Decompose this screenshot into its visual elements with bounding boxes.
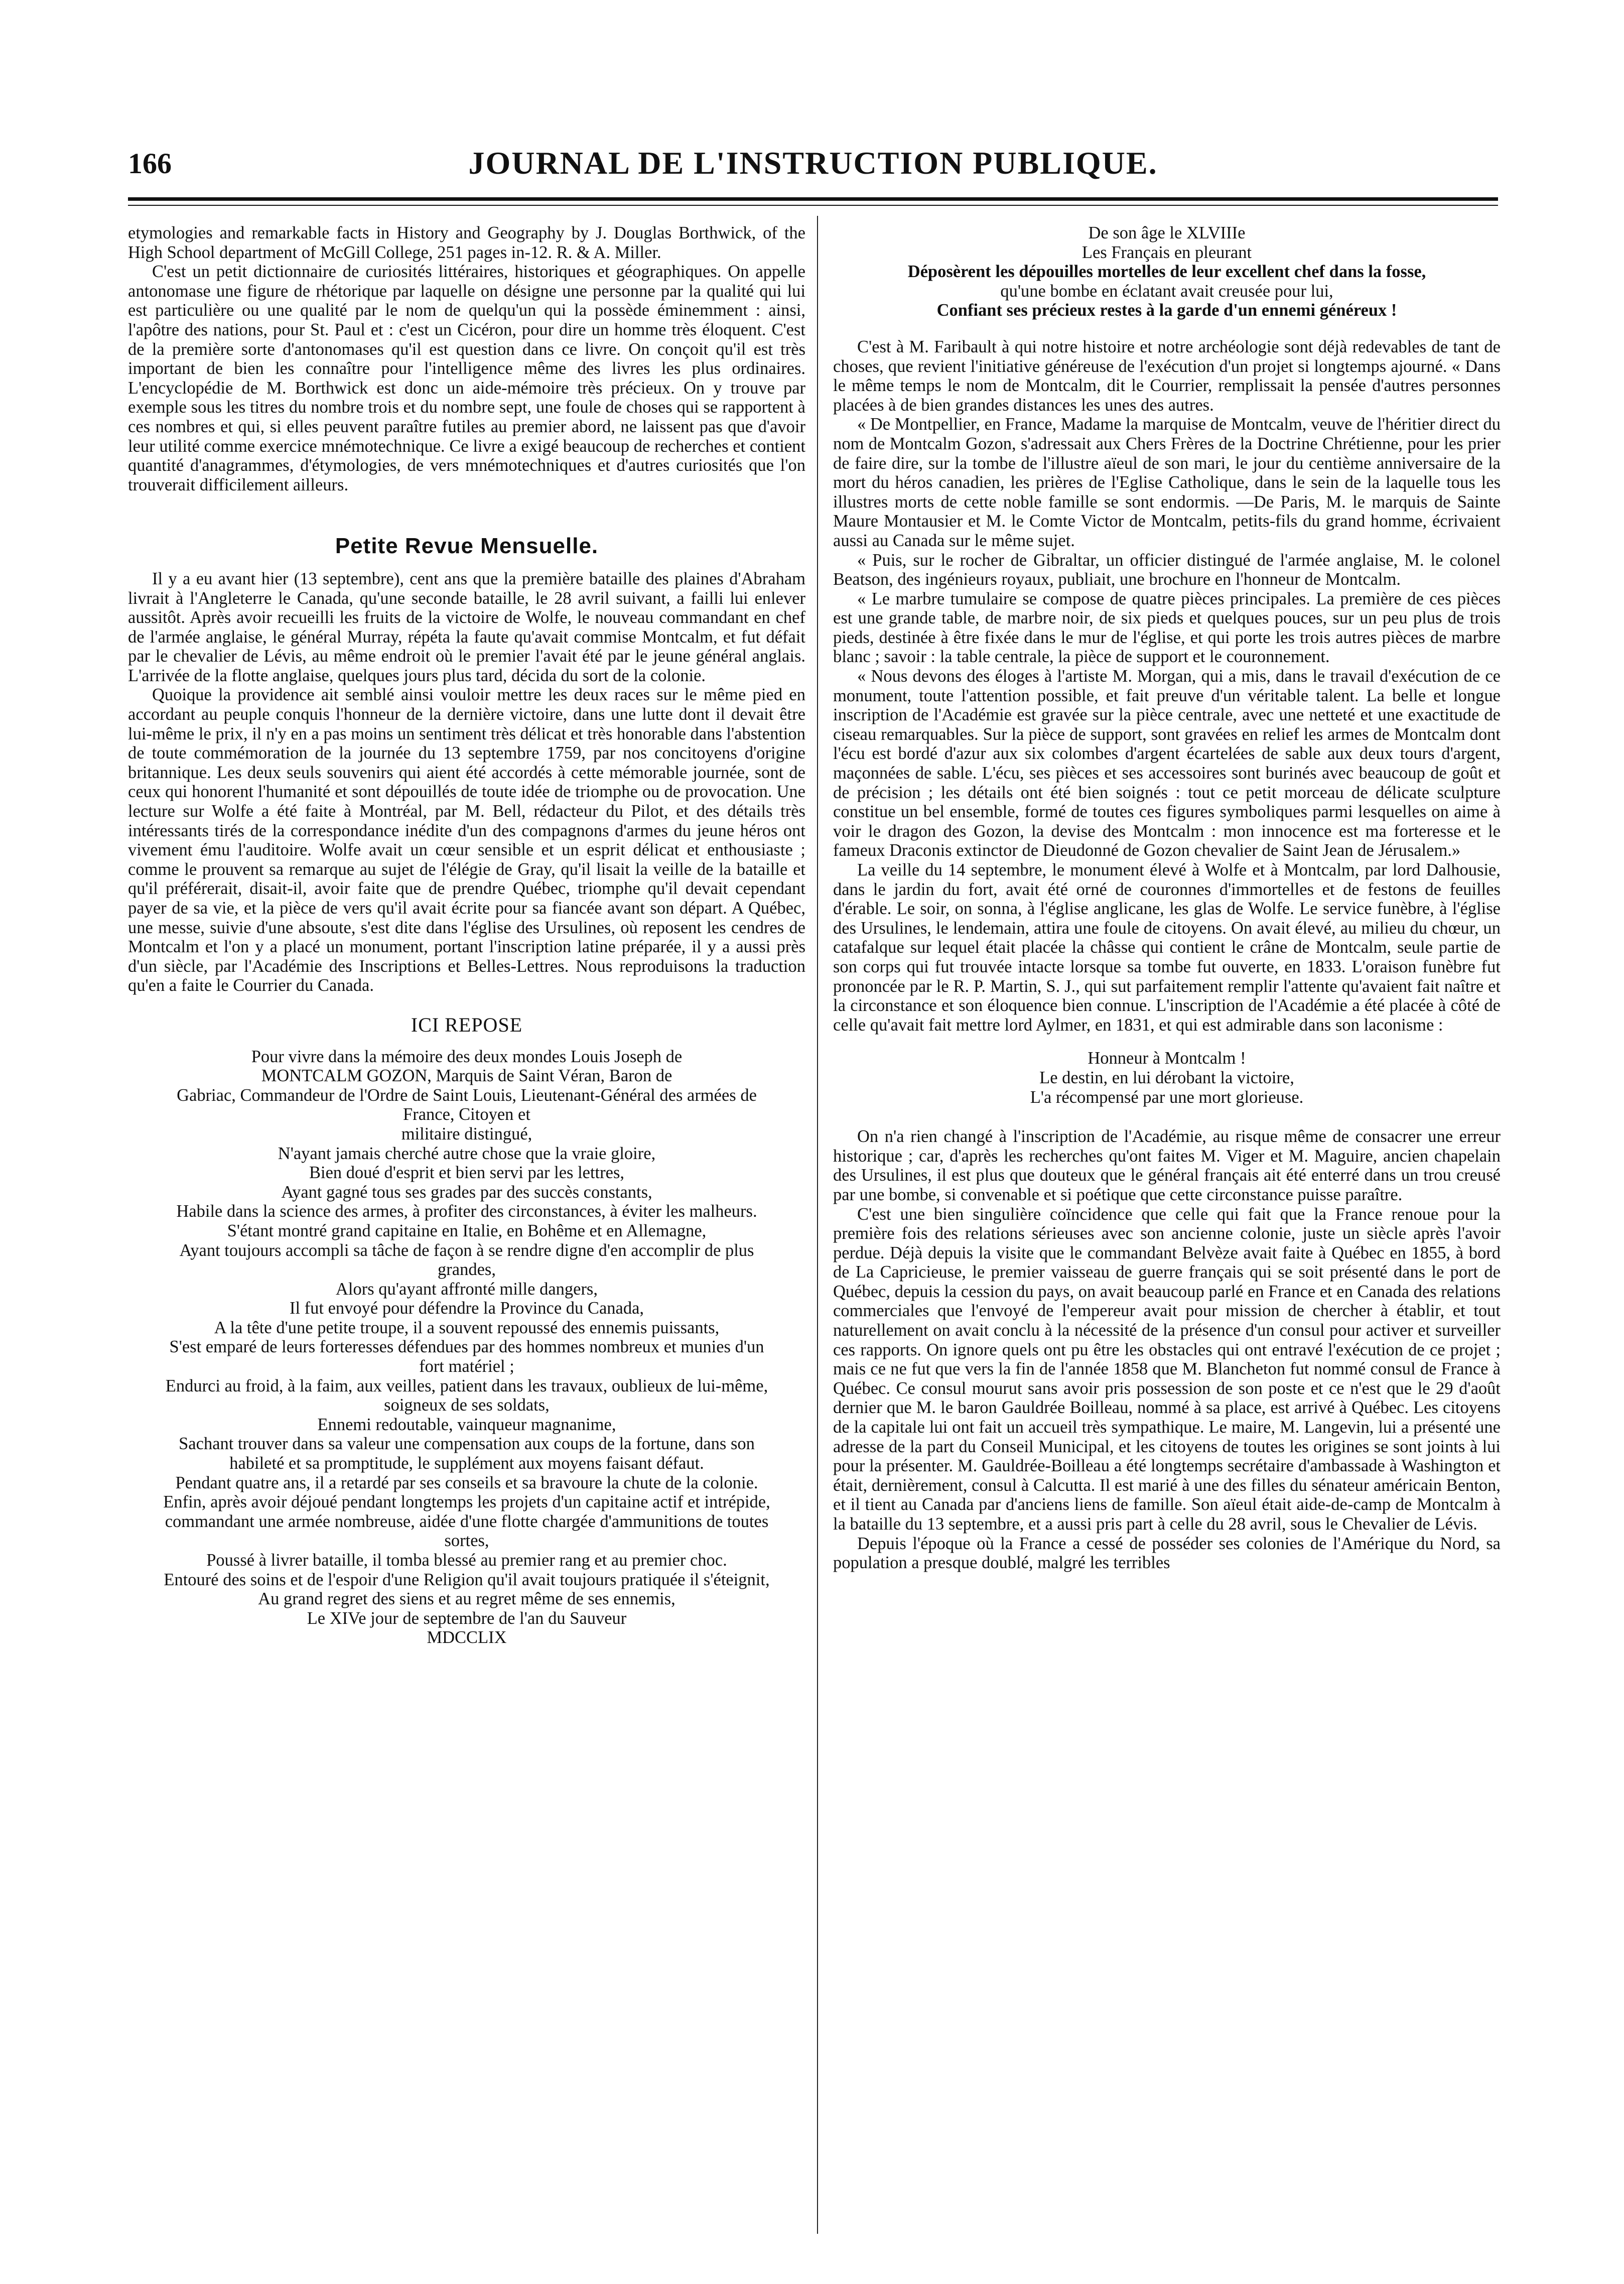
epitaph-line: Ayant gagné tous ses grades par des succès constants, — [281, 1182, 652, 1202]
verse-line: Les Français en pleurant — [1081, 242, 1252, 262]
epitaph-continuation — [833, 223, 1501, 320]
epitaph-line: MONTCALM GOZON, Marquis de Saint Véran, Baron de — [261, 1066, 672, 1086]
book-review-paragraph: C'est un petit dictionnaire de curiosités littéraires, historiques et géographiques. On appelle antonomase une figure de rhétorique par laquelle on désigne une personne par la qualité qui lui est particulière ou une qualité par le nom de quelqu'un qui la possède éminemment : ainsi, l'apôtre des nations, pour St. Paul et : c'est un Cicéron, pour dire un homme très éloquent. C'est de la première sorte d'antonomases qu'il est question dans ce livre. On conçoit qu'il est très important de bien les connaître pour l'intelligence même des livres les plus ordinaires. L'encyclopédie de M. Borthwick est donc un aide-mémoire très précieux. On y trouve par exemple sous les titres du nombre trois et du nombre sept, une foule de choses qui se rapportent à ces nombres et qui, si elles peuvent paraître futiles au premier abord, ne laissent pas que d'avoir leur utilité comme exercice mnémotechnique. Ce livre a exigé beaucoup de recherches et contient quantité d'anagrammes, d'étymologies, de vers mnémotechniques et d'autres curiosités que l'on trouverait difficilement ailleurs. — [128, 262, 805, 494]
epitaph-line: Ayant toujours accompli sa tâche de façon à se rendre digne d'en accomplir de plus grandes, — [179, 1240, 754, 1280]
article-paragraph: « De Montpellier, en France, Madame la marquise de Montcalm, veuve de l'héritier direct du nom de Montcalm Gozon, s'adressait aux Chers Frères de la Doctrine Chrétienne, pour les prier de faire dire, sur la tombe de l'illustre aïeul de son mari, le jour du centième anniversaire de la mort du héros canadien, les prières de l'Eglise Catholique, dans le sein de la laquelle tous les illustres morts de cette noble famille se sont endormis. —De Paris, M. le marquis de Sainte Maure Montausier et M. le Comte Victor de Montcalm, petits-fils du grand homme, écrivaient aussi au Canada sur le même sujet. — [833, 415, 1501, 550]
epitaph-line: Endurci au froid, à la faim, aux veilles, patient dans les travaux, oublieux de lui-même, soigneux de ses soldats, — [165, 1376, 768, 1415]
article-paragraph: « Nous devons des éloges à l'artiste M. Morgan, qui a mis, dans le travail d'exécution de ce monument, toute l'attention possible, et fait preuve d'un véritable talent. La belle et longue inscription de l'Académie est gravée sur la pièce centrale, avec une netteté et une exactitude de ciseau remarquables. Sur la pièce de support, sont gravées en relief les armes de Montcalm dont l'écu est bordé d'azur aux six colombes d'argent écartelées de sable aux deux tours d'argent, maçonnées de sable. L'écu, ses pièces et ses accessoires sont burinés avec beaucoup de goût et de précision ; les détails ont été bien soignés : tout ce petit morceau de délicate sculpture constitue un bel ensemble, formé de toutes ces figures symboliques parmi lesquelles on aime à voir le dragon des Gozon, la devise des Montcalm : mon innocence est ma forteresse et le fameux Draconis extinctor de Dieudonné de Gozon chevalier de Saint Jean de Jérusalem.» — [833, 667, 1501, 860]
left-column — [128, 223, 805, 1653]
page-number: 166 — [128, 147, 172, 180]
right-column — [833, 223, 1501, 1573]
journal-title: JOURNAL DE L'INSTRUCTION PUBLIQUE. — [468, 145, 1158, 181]
inscription-line: Le destin, en lui dérobant la victoire, — [1039, 1068, 1294, 1087]
epitaph-line: Entouré des soins et de l'espoir d'une Religion qu'il avait toujours pratiquée il s'éteignit, — [164, 1570, 770, 1589]
review-paragraph-2: Quoique la providence ait semblé ainsi vouloir mettre les deux races sur le même pied en accordant au peuple conquis l'honneur de la dernière victoire, dans une lutte dont il devait être lui-même le prix, il n'y en a pas moins un sentiment très délicat et très honorable dans l'abstention de toute commémoration de la journée du 13 septembre 1759, par nos concitoyens d'origine britannique. Les deux seuls souvenirs qui aient été accordés à cette mémorable journée, sont de ceux qui honorent l'humanité et sont dépouillés de toute idée de triomphe ou de provocation. Une lecture sur Wolfe a été faite à Montréal, par M. Bell, rédacteur du Pilot, et des détails très intéressants tirés de la correspondance inédite d'un des compagnons d'armes du jeune héros ont vivement ému l'auditoire. Wolfe avait un cœur sensible et un esprit délicat et enthousiaste ; comme le prouvent sa remarque au sujet de l'élégie de Gray, qu'il lisait la veille de la bataille et qu'il préférerait, disait-il, avoir faite que de prendre Québec, triomphe qu'il devait cependant payer de sa vie, et la pièce de vers qu'il avait écrite pour sa fiancée avant son départ. A Québec, une messe, suivie d'une absoute, s'est dite dans l'église des Ursulines, où reposent les cendres de Montcalm et l'on y a placé un monument, portant l'inscription latine préparée, il y a aussi près d'un siècle, par l'Académie des Inscriptions et Belles-Lettres. Nous reproduisons la traduction qu'en a faite le Courrier du Canada. — [128, 685, 805, 995]
article-paragraph: C'est une bien singulière coïncidence que celle qui fait que la France renoue pour la première fois des relations sérieuses avec son ancienne colonie, juste un siècle après l'avoir perdue. Déjà depuis la visite que le commandant Belvèze avait faite à Québec en 1855, à bord de La Capricieuse, le premier vaisseau de guerre français qui se soit présenté dans le port de Québec, depuis la cession du pays, on avait beaucoup parlé en France et en Canada des relations commerciales que l'envoyé de l'empereur avait pour mission de chercher à établir, et tout naturellement on avait conclu à la nécessité de la présence d'un consul pour activer et surveiller ces rapports. On ignore quels ont pu être les obstacles qui ont entravé l'exécution de ce projet ; mais ce ne fut que vers la fin de l'année 1858 que M. Blancheton fut nommé consul de France à Québec. Ce consul mourut sans avoir pris possession de son poste et ce n'est que le 29 d'août dernier que M. le baron Gauldrée Boilleau, nommé à sa place, est arrivé à Québec. Les citoyens de la capitale lui ont fait un accueil très sympathique. Le maire, M. Langevin, lui a présenté une adresse de la part du Conseil Municipal, et les citoyens de toutes les origines se sont joints à lui pour la présenter. M. Gauldrée-Boilleau a été longtemps secrétaire d'ambassade à Washington et était, dernièrement, consul à Calcutta. Il est marié à une des filles du sénateur américain Benton, et il tient au Canada par d'anciens liens de famille. Son aïeul était aide-de-camp de Montcalm à la bataille du 13 septembre, et a aussi pris part à celle du 28 avril, sous le Chevalier de Lévis. — [833, 1204, 1501, 1534]
epitaph-line: A la tête d'une petite troupe, il a souvent repoussé des ennemis puissants, — [214, 1318, 720, 1337]
verse-line: Confiant ses précieux restes à la garde d'un ennemi généreux ! — [936, 301, 1397, 320]
verse-line: Déposèrent les dépouilles mortelles de leur excellent chef dans la fosse, — [907, 262, 1426, 282]
epitaph-line: Enfin, après avoir déjoué pendant longtemps les projets d'un capitaine actif et intrépide, commandant une armée nombreuse, aidée d'une flotte chargée d'ammunitions de toutes sortes, — [163, 1492, 770, 1551]
article-paragraph: La veille du 14 septembre, le monument élevé à Wolfe et à Montcalm, par lord Dalhousie, dans le jardin du fort, avait été orné de couronnes d'immortelles et de festons de feuilles d'érable. Le soir, on sonna, à l'église anglicane, les glas de Wolfe. Le service funèbre, à l'église des Ursulines, le lendemain, attira une foule de citoyens. On avait élevé, au milieu du chœur, un catafalque sur lequel était placée la châsse qui contient le crâne de Montcalm, seule partie de son corps qui fut trouvée intacte lorsque sa tombe fut ouverte, en 1833. L'oraison funèbre fut prononcée par le R. P. Martin, S. J., qui sut parfaitement remplir l'attente qu'avaient fait naître et la circonstance et son éloquence bien connue. L'inscription de l'Académie a été placée à côté de celle qu'avait fait mettre lord Aylmer, en 1831, et qui est admirable dans son laconisme : — [833, 860, 1501, 1035]
epitaph-line: Sachant trouver dans sa valeur une compensation aux coups de la fortune, dans son habileté et sa promptitude, le supplément aux moyens faisant défaut. — [179, 1434, 755, 1473]
verse-line: qu'une bombe en éclatant avait creusée pour lui, — [1000, 281, 1333, 301]
epitaph-line: MDCCLIX — [427, 1628, 507, 1647]
header-rule-thick — [128, 197, 1498, 201]
epitaph-line: Habile dans la science des armes, à profiter des circonstances, à éviter les malheurs. — [176, 1202, 757, 1221]
article-paragraph: « Le marbre tumulaire se compose de quatre pièces principales. La première de ces pièces est une grande table, de marbre noir, de six pieds et quelques pouces, sur un peu plus de trois pieds, destinée à être fixée dans le mur de l'église, et qui porte les trois autres pièces de marbre blanc ; savoir : la table centrale, la pièce de support et le couronnement. — [833, 589, 1501, 667]
review-paragraph-1: Il y a eu avant hier (13 septembre), cent ans que la première bataille des plaines d'Abraham livrait à l'Angleterre le Canada, qu'une seconde bataille, le 28 avril suivant, a failli lui enlever aussitôt. Après avoir recueilli les fruits de la victoire de Wolfe, le nouveau commandant en chef de l'armée anglaise, le général Murray, répéta la faute qu'avait commise Montcalm, et fut défait par le chevalier de Lévis, au même endroit où le premier l'avait été par le jeune général anglais. L'arrivée de la flotte anglaise, quelques jours plus tard, décida du sort de la colonie. — [128, 569, 805, 685]
epitaph-line: Pendant quatre ans, il a retardé par ses conseils et sa bravoure la chute de la colonie. — [175, 1473, 758, 1492]
epitaph-line: Ennemi redoutable, vainqueur magnanime, — [317, 1415, 616, 1434]
header-rule-thin — [128, 205, 1498, 206]
epitaph-line: Pour vivre dans la mémoire des deux mondes Louis Joseph de — [251, 1047, 683, 1066]
running-head — [128, 136, 1498, 186]
epitaph-line: Il fut envoyé pour défendre la Province du Canada, — [289, 1299, 644, 1318]
epitaph-line: Bien doué d'esprit et bien servi par les lettres, — [309, 1163, 624, 1183]
inscription-line: L'a récompensé par une mort glorieuse. — [1030, 1087, 1304, 1107]
epitaph-line: Au grand regret des siens et au regret même de ses ennemis, — [258, 1589, 675, 1609]
article-paragraph: On n'a rien changé à l'inscription de l'Académie, au risque même de consacrer une erreur historique ; car, d'après les recherches qu'ont faites M. Viger et M. Maguire, ancien chapelain des Ursulines, il est plus que douteux que le général français ait été enterré dans un trou creusé par une bombe, si convenable et si poétique que cette circonstance puisse paraître. — [833, 1127, 1501, 1204]
epitaph-line: Le XIVe jour de septembre de l'an du Sauveur — [307, 1608, 627, 1628]
epitaph-heading: ICI REPOSE — [411, 1013, 523, 1036]
verse-line: De son âge le XLVIIIe — [1088, 223, 1246, 242]
epitaph-line: Gabriac, Commandeur de l'Ordre de Saint Louis, Lieutenant-Général des armées de France, Citoyen et — [177, 1085, 757, 1124]
article-paragraph: C'est à M. Faribault à qui notre histoire et notre archéologie sont déjà redevables de tant de choses, que revient l'initiative généreuse de l'exécution d'un projet si longtemps ajourné. « Dans le même temps le nom de Montcalm, dit le Courrier, remplissait la pensée d'autres personnes placées à de bien grandes distances les unes des autres. — [833, 337, 1501, 415]
article-paragraph: Depuis l'époque où la France a cessé de posséder ses colonies de l'Amérique du Nord, sa population a presque doublé, malgré les terribles — [833, 1534, 1501, 1573]
aylmer-inscription — [833, 1049, 1501, 1107]
epitaph-line: S'est emparé de leurs forteresses défendues par des hommes nombreux et munies d'un fort matériel ; — [169, 1337, 764, 1376]
inscription-line: Honneur à Montcalm ! — [1088, 1049, 1246, 1068]
article-paragraph: « Puis, sur le rocher de Gibraltar, un officier distingué de l'armée anglaise, M. le colonel Beatson, des ingénieurs royaux, publiait, une brochure en l'honneur de Montcalm. — [833, 550, 1501, 589]
book-notice-title: etymologies and remarkable facts in History and Geography by J. Douglas Borthwick, of the High School department of McGill College, 251 pages in-12. R. & A. Miller. — [128, 223, 805, 262]
column-divider — [817, 216, 818, 2234]
epitaph-line: Alors qu'ayant affronté mille dangers, — [336, 1279, 598, 1299]
section-heading: Petite Revue Mensuelle. — [335, 534, 599, 559]
epitaph-line: militaire distingué, — [401, 1124, 532, 1144]
epitaph-line: S'étant montré grand capitaine en Italie, en Bohême et en Allemagne, — [227, 1221, 707, 1240]
epitaph-line: N'ayant jamais cherché autre chose que la vraie gloire, — [278, 1144, 656, 1163]
epitaph-line: Poussé à livrer bataille, il tomba blessé au premier rang et au premier choc. — [206, 1551, 727, 1570]
epitaph — [128, 1047, 805, 1647]
